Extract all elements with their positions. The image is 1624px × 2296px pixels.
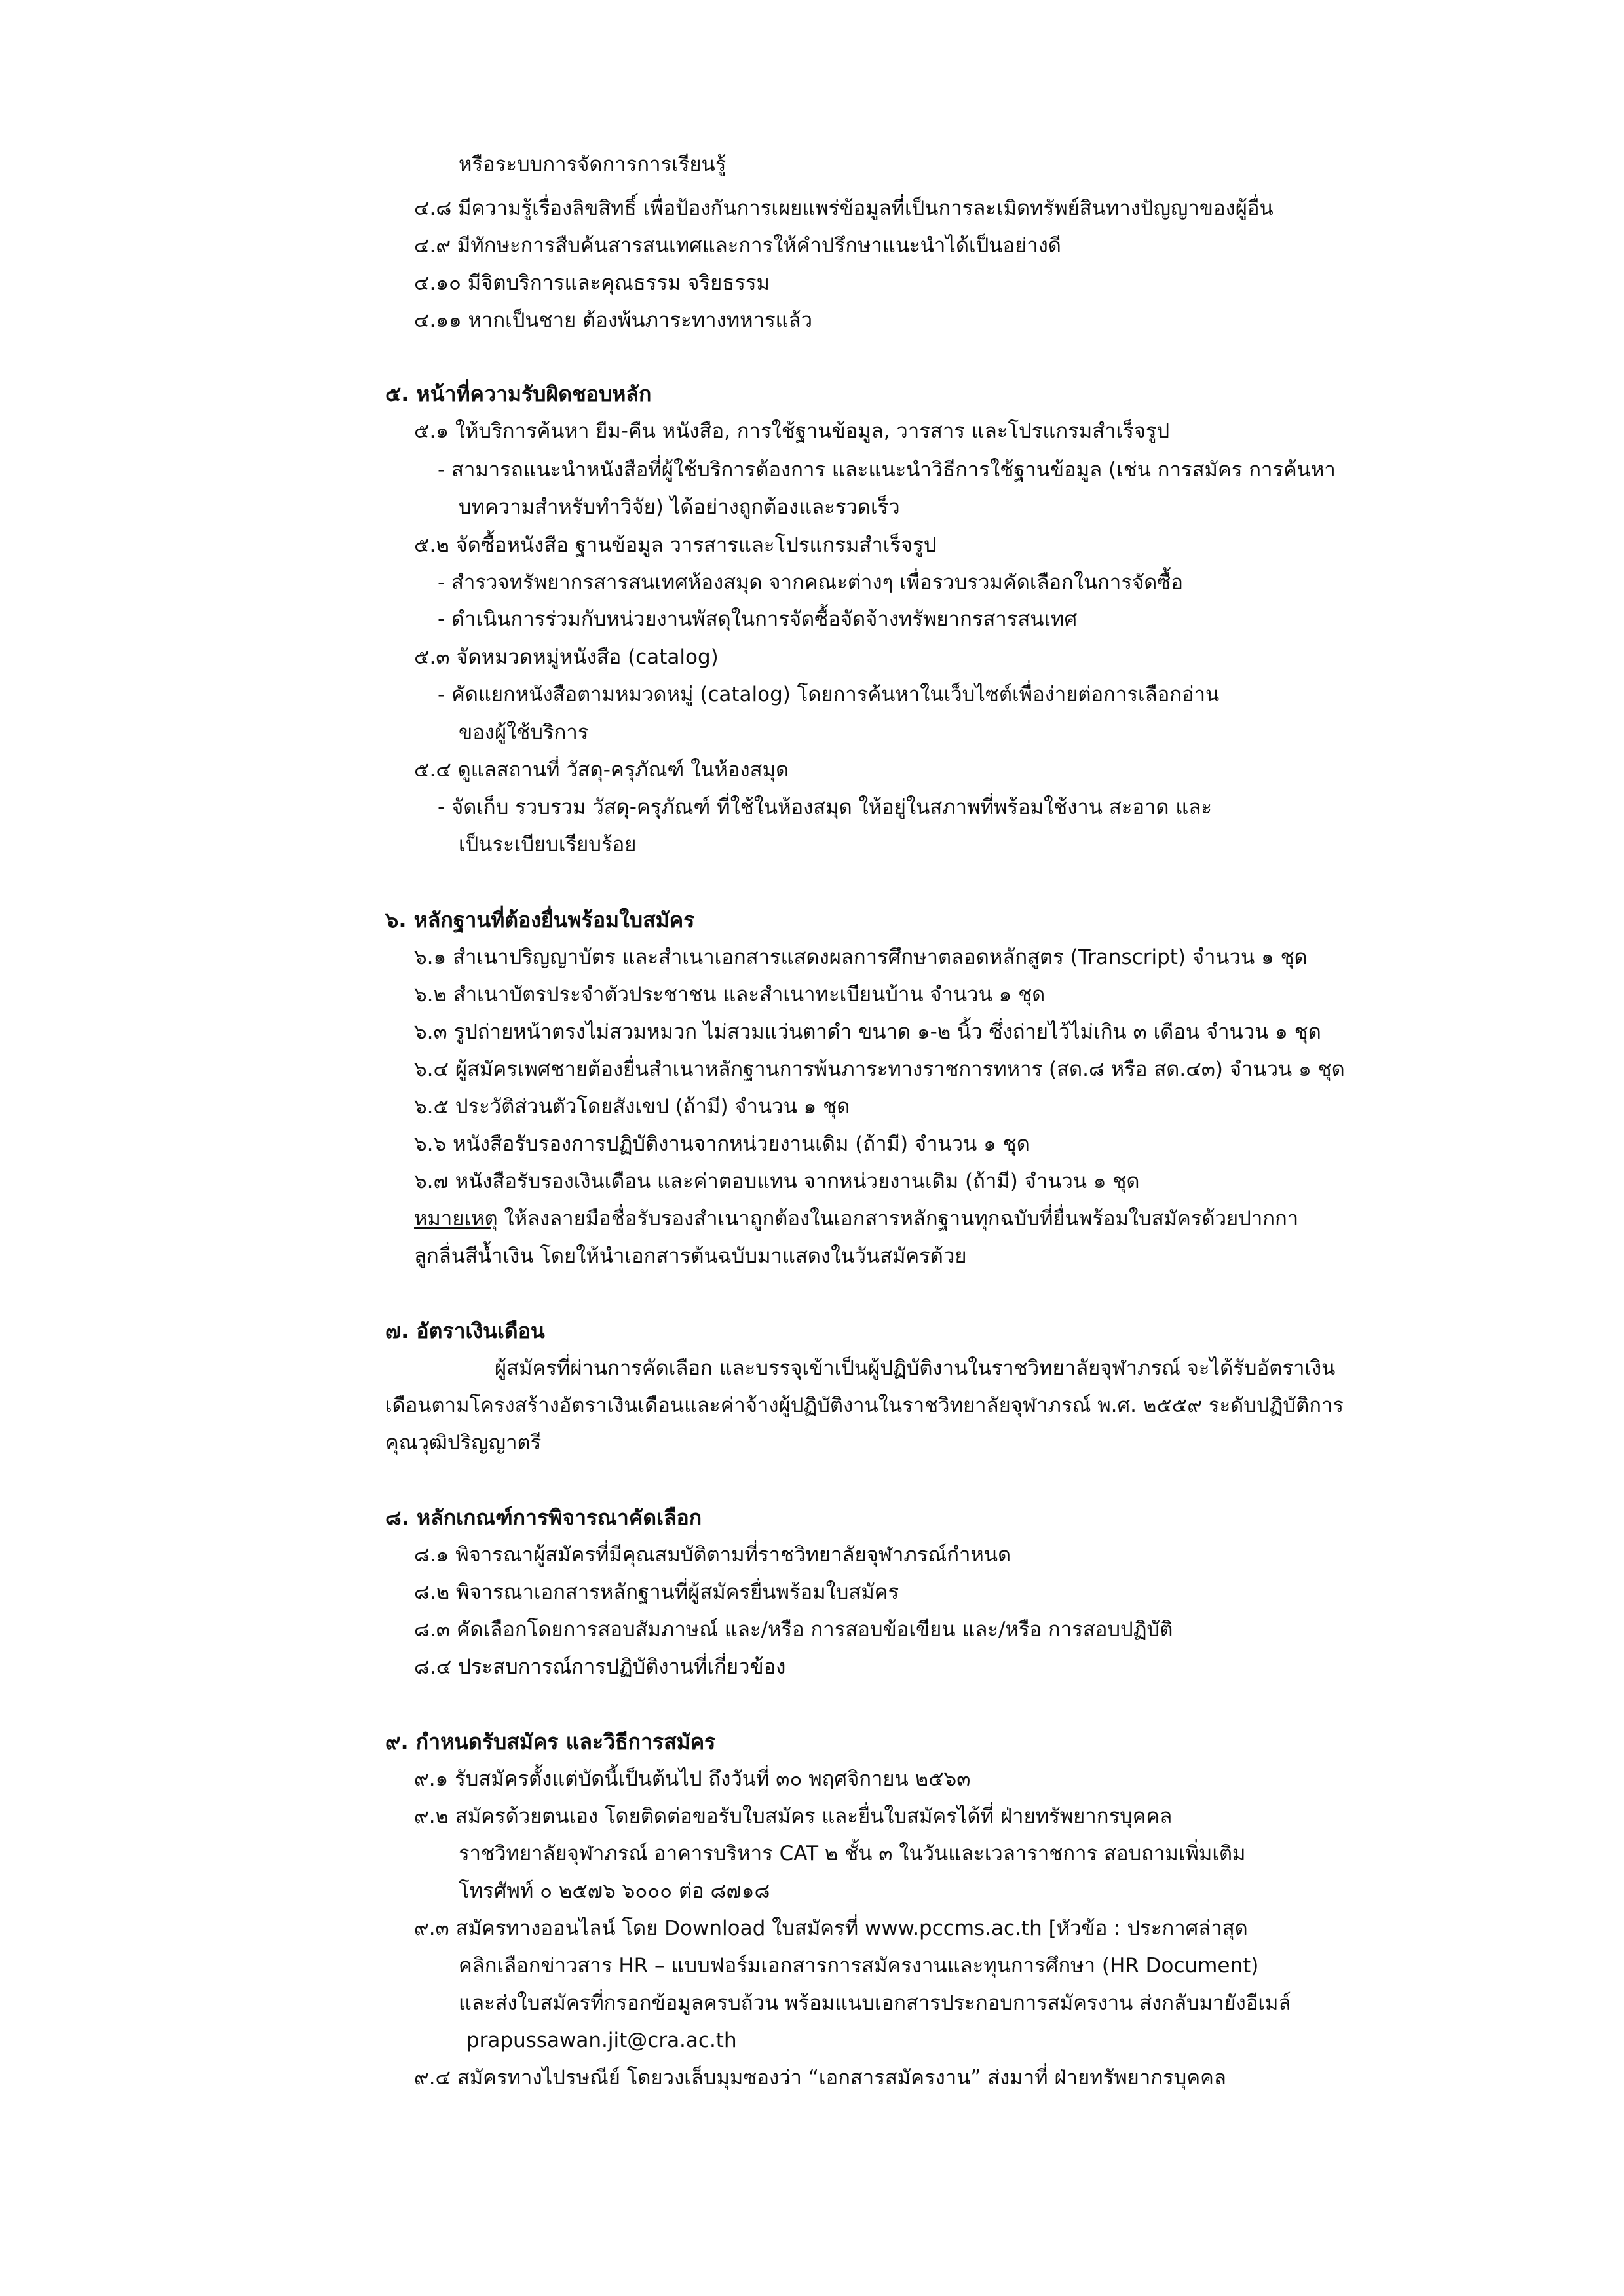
section5-line: - คัดแยกหนังสือตามหมวดหมู่ (catalog) โดยการค้นหาในเว็บไซต์เพื่อง่ายต่อการเลือกอ่าน [438,683,1220,706]
section4-continuation: หรือระบบการจัดการการเรียนรู้ [459,153,727,176]
section7-line: เดือนตามโครงสร้างอัตราเงินเดือนและค่าจ้างผู้ปฏิบัติงานในราชวิทยาลัยจุฬาภรณ์ พ.ศ. ๒๕๕๙ ระดับปฏิบัติการ [385,1394,1344,1417]
section9-email: prapussawan.jit@cra.ac.th [466,2029,737,2052]
section6-item: ๖.๖ หนังสือรับรองการปฏิบัติงานจากหน่วยงานเดิม (ถ้ามี) จำนวน ๑ ชุด [414,1132,1030,1156]
section6-note [414,1206,1298,1232]
section9-line: และส่งใบสมัครที่กรอกข้อมูลครบถ้วน พร้อมแนบเอกสารประกอบการสมัครงาน ส่งกลับมายังอีเมล์ [459,1991,1291,2015]
section7-line: คุณวุฒิปริญญาตรี [385,1431,542,1455]
section8-heading: ๘. หลักเกณฑ์การพิจารณาคัดเลือก [385,1505,702,1530]
section9-line: ๙.๓ สมัครทางออนไลน์ โดย Download ใบสมัครที่ www.pccms.ac.th [หัวข้อ : ประกาศล่าสุด [414,1917,1248,1940]
section6-note-cont: ลูกลื่นสีน้ำเงิน โดยให้นำเอกสารต้นฉบับมาแสดงในวันสมัครด้วย [414,1244,967,1268]
section4-item-8: ๔.๘ มีความรู้เรื่องลิขสิทธิ์ เพื่อป้องกันการเผยแพร่ข้อมูลที่เป็นการละเมิดทรัพย์สินทางปัญญาของผู้อื่น [414,197,1274,220]
section5-line: เป็นระเบียบเรียบร้อย [459,833,637,856]
section6-item: ๖.๑ สำเนาปริญญาบัตร และสำเนาเอกสารแสดงผลการศึกษาตลอดหลักสูตร (Transcript) จำนวน ๑ ชุด [414,946,1308,969]
section5-line: ๕.๓ จัดหมวดหมู่หนังสือ (catalog) [414,645,719,669]
section4-item-9: ๔.๙ มีทักษะการสืบค้นสารสนเทศและการให้คำปรึกษาแนะนำได้เป็นอย่างดี [414,234,1061,258]
section6-item: ๖.๓ รูปถ่ายหน้าตรงไม่สวมหมวก ไม่สวมแว่นตาดำ ขนาด ๑-๒ นิ้ว ซึ่งถ่ายไว้ไม่เกิน ๓ เดือน จำนวน ๑ ชุด [414,1020,1321,1044]
section5-heading: ๕. หน้าที่ความรับผิดชอบหลัก [385,381,652,406]
section5-line: ๕.๒ จัดซื้อหนังสือ ฐานข้อมูล วารสารและโปรแกรมสำเร็จรูป [414,533,937,557]
section5-line: - ดำเนินการร่วมกับหน่วยงานพัสดุในการจัดซื้อจัดจ้างทรัพยากรสารสนเทศ [438,607,1078,631]
section7-line: ผู้สมัครที่ผ่านการคัดเลือก และบรรจุเข้าเป็นผู้ปฏิบัติงานในราชวิทยาลัยจุฬาภรณ์ จะได้รับอัตราเงิน [495,1356,1336,1380]
section9-line: โทรศัพท์ ๐ ๒๕๗๖ ๖๐๐๐ ต่อ ๘๗๑๘ [459,1879,770,1903]
section5-line: ๕.๑ ให้บริการค้นหา ยืม-คืน หนังสือ, การใช้ฐานข้อมูล, วารสาร และโปรแกรมสำเร็จรูป [414,419,1170,443]
section7-heading: ๗. อัตราเงินเดือน [385,1318,545,1343]
section5-line: ของผู้ใช้บริการ [459,721,589,744]
section8-item: ๘.๔ ประสบการณ์การปฏิบัติงานที่เกี่ยวข้อง [414,1655,786,1679]
section6-heading: ๖. หลักฐานที่ต้องยื่นพร้อมใบสมัคร [385,908,695,932]
section9-line: คลิกเลือกข่าวสาร HR – แบบฟอร์มเอกสารการสมัครงานและทุนการศึกษา (HR Document) [459,1954,1259,1978]
section5-line: - จัดเก็บ รวบรวม วัสดุ-ครุภัณฑ์ ที่ใช้ในห้องสมุด ให้อยู่ในสภาพที่พร้อมใช้งาน สะอาด และ [438,795,1213,819]
section6-item: ๖.๕ ประวัติส่วนตัวโดยสังเขป (ถ้ามี) จำนวน ๑ ชุด [414,1095,850,1119]
section9-line: ๙.๒ สมัครด้วยตนเอง โดยติดต่อขอรับใบสมัคร และยื่นใบสมัครได้ที่ ฝ่ายทรัพยากรบุคคล [414,1805,1173,1828]
section4-item-11: ๔.๑๑ หากเป็นชาย ต้องพ้นภาระทางทหารแล้ว [414,309,813,332]
section5-line: ๕.๔ ดูแลสถานที่ วัสดุ-ครุภัณฑ์ ในห้องสมุด [414,758,789,782]
section9-line: ๙.๑ รับสมัครตั้งแต่บัดนี้เป็นต้นไป ถึงวันที่ ๓๐ พฤศจิกายน ๒๕๖๓ [414,1767,971,1791]
section8-item: ๘.๒ พิจารณาเอกสารหลักฐานที่ผู้สมัครยื่นพร้อมใบสมัคร [414,1580,899,1604]
note-text: ให้ลงลายมือชื่อรับรองสำเนาถูกต้องในเอกสารหลักฐานทุกฉบับที่ยื่นพร้อมใบสมัครด้วยปากกา [497,1207,1299,1231]
section9-line: ราชวิทยาลัยจุฬาภรณ์ อาคารบริหาร CAT ๒ ชั้น ๓ ในวันและเวลาราชการ สอบถามเพิ่มเติม [459,1842,1246,1866]
section8-item: ๘.๓ คัดเลือกโดยการสอบสัมภาษณ์ และ/หรือ การสอบข้อเขียน และ/หรือ การสอบปฏิบัติ [414,1618,1173,1641]
section6-item: ๖.๔ ผู้สมัครเพศชายต้องยื่นสำเนาหลักฐานการพ้นภาระทางราชการทหาร (สด.๘ หรือ สด.๔๓) จำนวน ๑ ชุด [414,1058,1345,1081]
section6-item: ๖.๗ หนังสือรับรองเงินเดือน และค่าตอบแทน จากหน่วยงานเดิม (ถ้ามี) จำนวน ๑ ชุด [414,1170,1140,1193]
section5-line: บทความสำหรับทำวิจัย) ได้อย่างถูกต้องและรวดเร็ว [459,495,900,519]
section5-line: - สามารถแนะนำหนังสือที่ผู้ใช้บริการต้องการ และแนะนำวิธีการใช้ฐานข้อมูล (เช่น การสมัคร การค้นหา [438,458,1336,482]
section9-heading: ๙. กำหนดรับสมัคร และวิธีการสมัคร [385,1729,716,1754]
section5-line: - สำรวจทรัพยากรสารสนเทศห้องสมุด จากคณะต่างๆ เพื่อรวบรวมคัดเลือกในการจัดซื้อ [438,571,1183,594]
section4-item-10: ๔.๑๐ มีจิตบริการและคุณธรรม จริยธรรม [414,271,770,295]
section9-line: ๙.๔ สมัครทางไปรษณีย์ โดยวงเล็บมุมซองว่า “เอกสารสมัครงาน” ส่งมาที่ ฝ่ายทรัพยากรบุคคล [414,2066,1226,2090]
note-label: หมายเหตุ [414,1207,498,1231]
section6-item: ๖.๒ สำเนาบัตรประจำตัวประชาชน และสำเนาทะเบียนบ้าน จำนวน ๑ ชุด [414,983,1046,1006]
section8-item: ๘.๑ พิจารณาผู้สมัครที่มีคุณสมบัติตามที่ราชวิทยาลัยจุฬาภรณ์กำหนด [414,1543,1011,1567]
